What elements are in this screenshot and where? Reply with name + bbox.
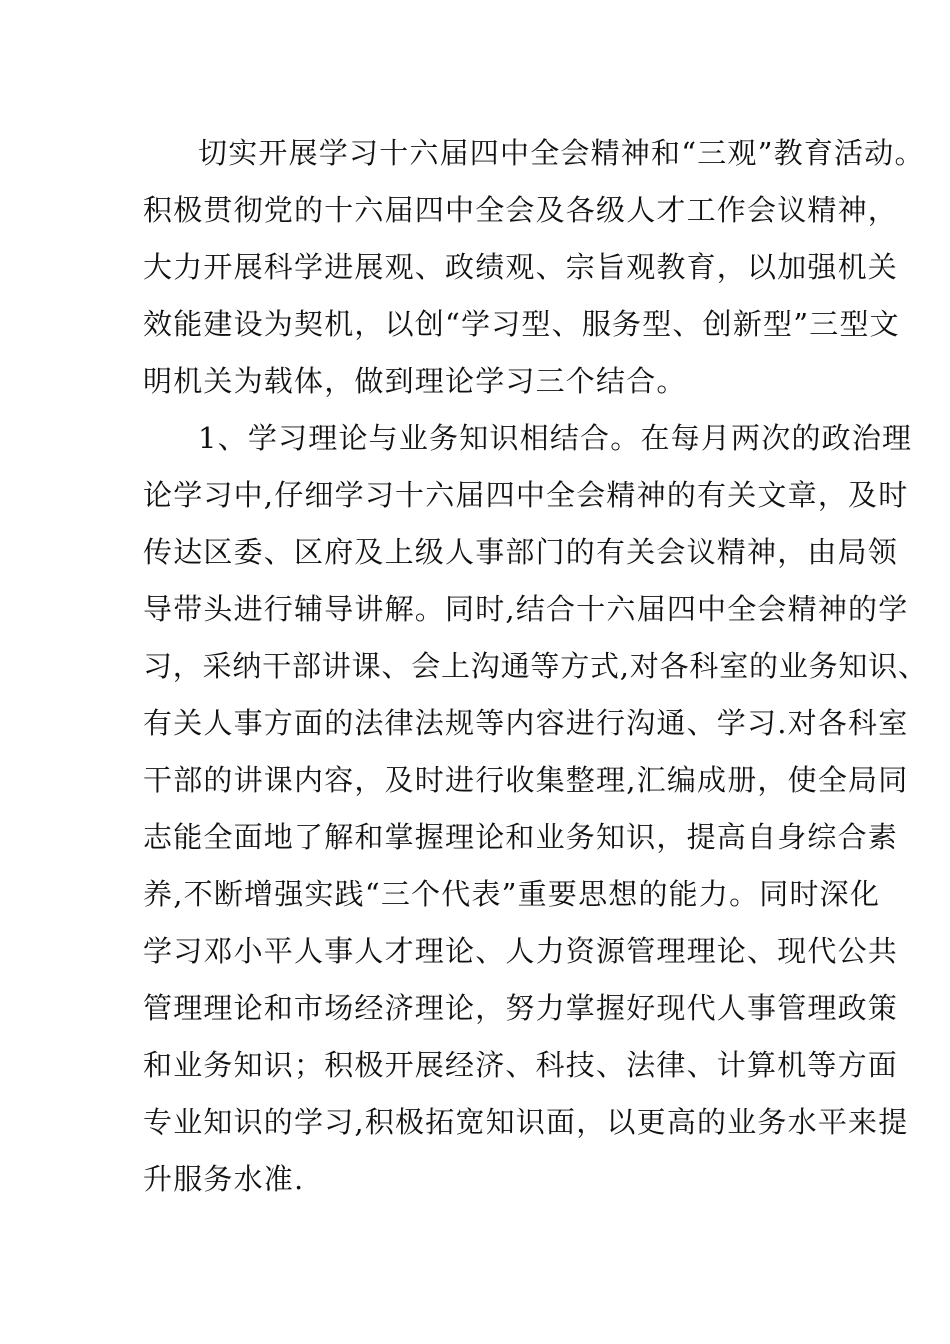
paragraph-2-line-11: 管理理论和市场经济理论，努力掌握好现代人事管理政策 xyxy=(143,991,899,1025)
paragraph-2-line-3: 传达区委、区府及上级人事部门的有关会议精神，由局领 xyxy=(143,535,899,569)
paragraph-2-line-5: 习，采纳干部讲课、会上沟通等方式,对各科室的业务知识、 xyxy=(143,649,928,683)
paragraph-2-line-7: 干部的讲课内容，及时进行收集整理,汇编成册，使全局同 xyxy=(143,763,909,797)
paragraph-1-line-3: 大力开展科学进展观、政绩观、宗旨观教育，以加强机关 xyxy=(143,250,899,284)
paragraph-2-line-4: 导带头进行辅导讲解。同时,结合十六届四中全会精神的学 xyxy=(143,592,909,626)
paragraph-2-line-9: 养,不断增强实践“三个代表”重要思想的能力。同时深化 xyxy=(143,877,881,911)
paragraph-2-line-10: 学习邓小平人事人才理论、人力资源管理理论、现代公共 xyxy=(143,934,899,968)
paragraph-1-line-5: 明机关为载体，做到理论学习三个结合。 xyxy=(143,364,687,398)
paragraph-1-line-4: 效能建设为契机，以创“学习型、服务型、创新型”三型文 xyxy=(143,307,900,341)
paragraph-2-line-1: 1、学习理论与业务知识相结合。在每月两次的政治理 xyxy=(198,421,913,455)
paragraph-2-line-2: 论学习中,仔细学习十六届四中全会精神的有关文章，及时 xyxy=(143,478,909,512)
paragraph-1-line-2: 积极贯彻党的十六届四中全会及各级人才工作会议精神， xyxy=(143,193,899,227)
paragraph-2-line-12: 和业务知识；积极开展经济、科技、法律、计算机等方面 xyxy=(143,1048,899,1082)
paragraph-1-line-1: 切实开展学习十六届四中全会精神和“三观”教育活动。 xyxy=(198,136,925,170)
paragraph-2-line-14: 升服务水准. xyxy=(143,1162,305,1196)
paragraph-2-line-8: 志能全面地了解和掌握理论和业务知识，提高自身综合素 xyxy=(143,820,899,854)
paragraph-2-line-13: 专业知识的学习,积极拓宽知识面，以更高的业务水平来提 xyxy=(143,1105,909,1139)
paragraph-2-line-6: 有关人事方面的法律法规等内容进行沟通、学习.对各科室 xyxy=(143,706,909,740)
